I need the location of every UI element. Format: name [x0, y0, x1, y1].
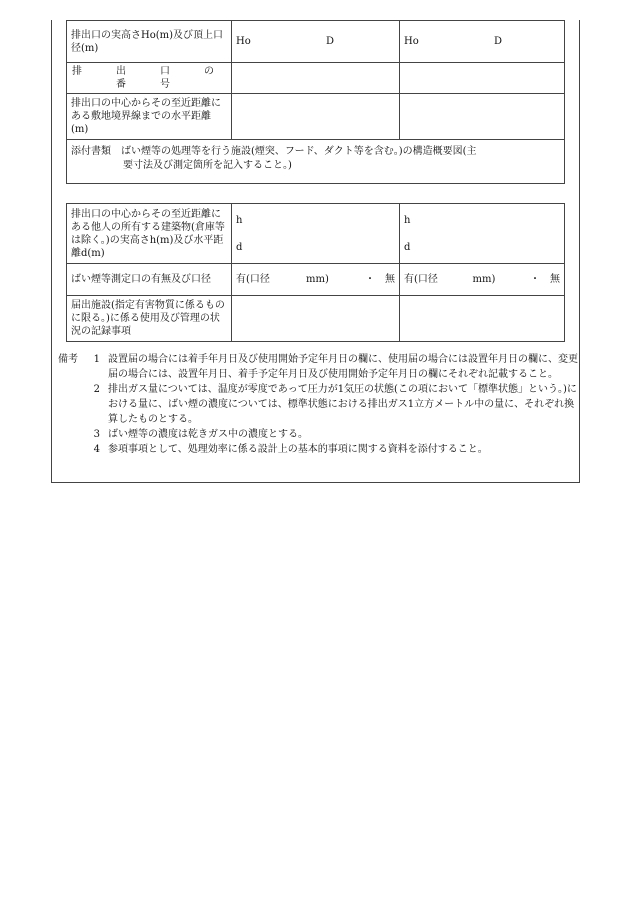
attachment-cell: [67, 140, 565, 184]
d-label: d: [404, 241, 411, 253]
port-cell-1[interactable]: [232, 264, 400, 296]
port-diameter-label: 有(口径: [236, 274, 270, 285]
note-text: 参項事項として、処理効率に係る設計上の基本的事項に関する資料を添付すること。: [108, 444, 488, 455]
notes-section: [58, 352, 578, 457]
d-label: D: [494, 36, 503, 47]
port-diameter-label: 有(口径: [404, 274, 438, 285]
outlet-number-cell-2[interactable]: [400, 63, 565, 94]
h-label: h: [236, 214, 243, 226]
building-table: [66, 203, 565, 342]
port-unit: mm): [306, 274, 329, 285]
outlet-height-label: 排出口の実高さHo(m)及び頂上口径(m): [67, 21, 232, 63]
building-label: 排出口の中心からその至近距離にある他人の所有する建築物(倉庫等は除く。)の実高さh(m)及び水平距離d(m): [67, 204, 232, 264]
building-cell-1[interactable]: [232, 204, 400, 264]
note-item: [58, 382, 578, 427]
d-label: d: [236, 241, 243, 253]
note-text: ばい煙等の濃度は乾きガス中の濃度とする。: [108, 429, 308, 440]
outlet-height-cell-1[interactable]: [232, 21, 400, 63]
facility-cell-1[interactable]: [232, 296, 400, 342]
facility-label: 届出施設(指定有害物質に係るものに限る。)に係る使用及び管理の状況の記録事項: [67, 296, 232, 342]
note-item: [58, 442, 578, 457]
notes-label: 備考: [58, 354, 78, 365]
attachment-text-2: 要寸法及び測定箇所を記入すること。): [123, 160, 292, 171]
h-label: h: [404, 214, 411, 226]
port-none: ・ 無: [365, 274, 395, 285]
outlet-height-cell-2[interactable]: [400, 21, 565, 63]
note-number: 3: [93, 429, 100, 440]
note-text: 排出ガス量については、温度が零度であって圧力が1気圧の状態(この項において「標準状態」という。)における量に、ばい煙の濃度については、標準状態における排出ガス1立方メートル中の量に、それぞれ換算したものとする。: [108, 384, 577, 425]
facility-cell-2[interactable]: [400, 296, 565, 342]
note-number: 1: [93, 354, 100, 365]
ho-label: Ho: [404, 36, 419, 47]
note-number: 2: [93, 384, 100, 395]
port-label: ばい煙等測定口の有無及び口径: [67, 264, 232, 296]
building-cell-2[interactable]: [400, 204, 565, 264]
attachment-title: 添付書類: [71, 146, 111, 157]
d-label: D: [326, 36, 335, 47]
boundary-distance-label: 排出口の中心からその至近距離にある敷地境界線までの水平距離(m): [67, 94, 232, 140]
outlet-number-label: 排 出 口 の 番 号: [67, 63, 232, 94]
boundary-distance-cell-1[interactable]: [232, 94, 400, 140]
note-item: [58, 352, 578, 382]
port-cell-2[interactable]: [400, 264, 565, 296]
outlet-table: [66, 20, 565, 184]
boundary-distance-cell-2[interactable]: [400, 94, 565, 140]
note-item: [58, 427, 578, 442]
note-number: 4: [93, 444, 100, 455]
note-text: 設置届の場合には着手年月日及び使用開始予定年月日の欄に、使用届の場合には設置年月日の欄に、変更届の場合には、設置年月日、着手予定年月日及び使用開始予定年月日の欄にそれぞれ記載すること。: [108, 354, 578, 380]
attachment-text: ばい煙等の処理等を行う施設(煙突、フード、ダクト等を含む。)の構造概要図(主: [121, 146, 477, 157]
port-unit: mm): [472, 274, 496, 285]
ho-label: Ho: [236, 36, 251, 47]
port-none: ・ 無: [530, 274, 560, 285]
outlet-number-cell-1[interactable]: [232, 63, 400, 94]
